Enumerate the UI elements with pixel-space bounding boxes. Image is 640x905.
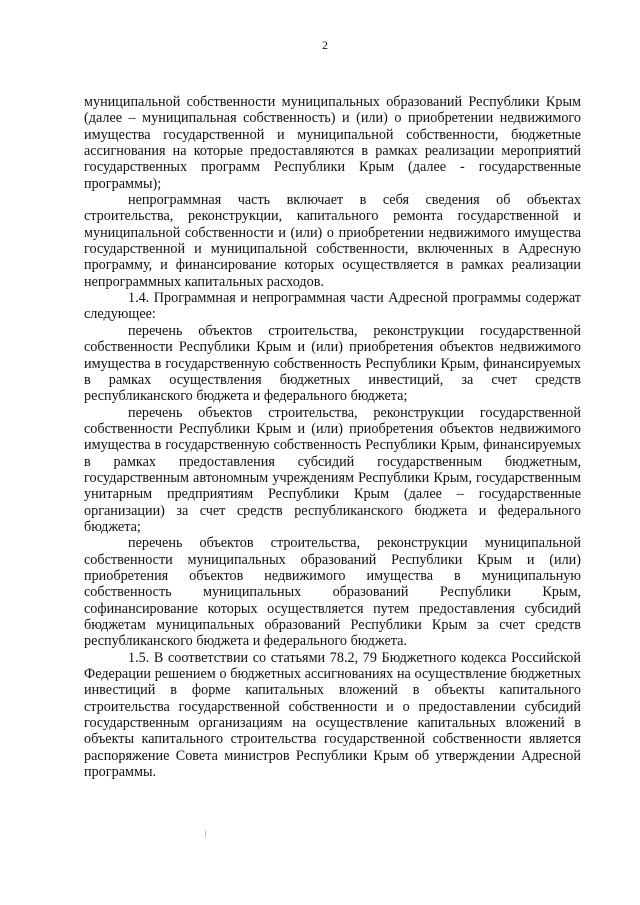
paragraph-municipal-property-continuation: муниципальной собственности муниципальных образований Республики Крым (далее – муниципальная собственность) и (или) о приобретении недвижимого имущества государственной и муниципальной собственности, бюджетные ассигнования на которые предоставляются в рамках реализации мероприятий государственных программ Республики Крым (далее - государственные программы); — [84, 94, 581, 192]
page-number: 2 — [322, 38, 328, 52]
document-body — [84, 94, 581, 780]
paragraph-section-1-5: 1.5. В соответствии со статьями 78.2, 79 Бюджетного кодекса Российской Федерации решением о бюджетных ассигнованиях на осуществление бюджетных инвестиций в форме капитальных вложений в объекты капитального строительства государственной собственности и о предоставлении субсидий государственным организациям на осуществление капитальных вложений в объекты капитального строительства государственной собственности является распоряжение Совета министров Республики Крым об утверждении Адресной программы. — [84, 649, 581, 781]
paragraph-list-municipal-subsidies: перечень объектов строительства, реконструкции муниципальной собственности муниципальных образований Республики Крым и (или) приобретения объектов недвижимого имущества в муниципальную собственность муниципальных образований Республики Крым, софинансирование которых осуществляется путем предоставления субсидий бюджетам муниципальных образований Республики Крым за счет средств республиканского бюджета и федерального бюджета. — [84, 535, 581, 650]
paragraph-nonprogram-part: непрограммная часть включает в себя сведения об объектах строительства, реконструкции, капитального ремонта государственной и муниципальной собственности и (или) о приобретении недвижимого имущества государственной и муниципальной собственности, включенных в Адресную программу, и финансирование которых осуществляется в рамках реализации непрограммных капитальных расходов. — [84, 192, 581, 290]
paragraph-section-1-4: 1.4. Программная и непрограммная части Адресной программы содержат следующее: — [84, 290, 581, 323]
paragraph-list-budget-investments: перечень объектов строительства, реконструкции государственной собственности Республики Крым и (или) приобретения объектов недвижимого имущества в государственную собственность Республики Крым, финансируемых в рамках осуществления бюджетных инвестиций, за счет средств республиканского бюджета и федерального бюджета; — [84, 322, 581, 405]
paragraph-list-state-organizations: перечень объектов строительства, реконструкции государственной собственности Республики Крым и (или) приобретения объектов недвижимого имущества в государственную собственность Республики Крым, финансируемых в рамках предоставления субсидий государственным бюджетным, государственным автономным учреждениям Республики Крым, государственным унитарным предприятиям Республики Крым (далее – государственные организации) за счет средств республиканского бюджета и федерального бюджета; — [84, 404, 581, 535]
scan-artifact-mark — [205, 831, 206, 837]
